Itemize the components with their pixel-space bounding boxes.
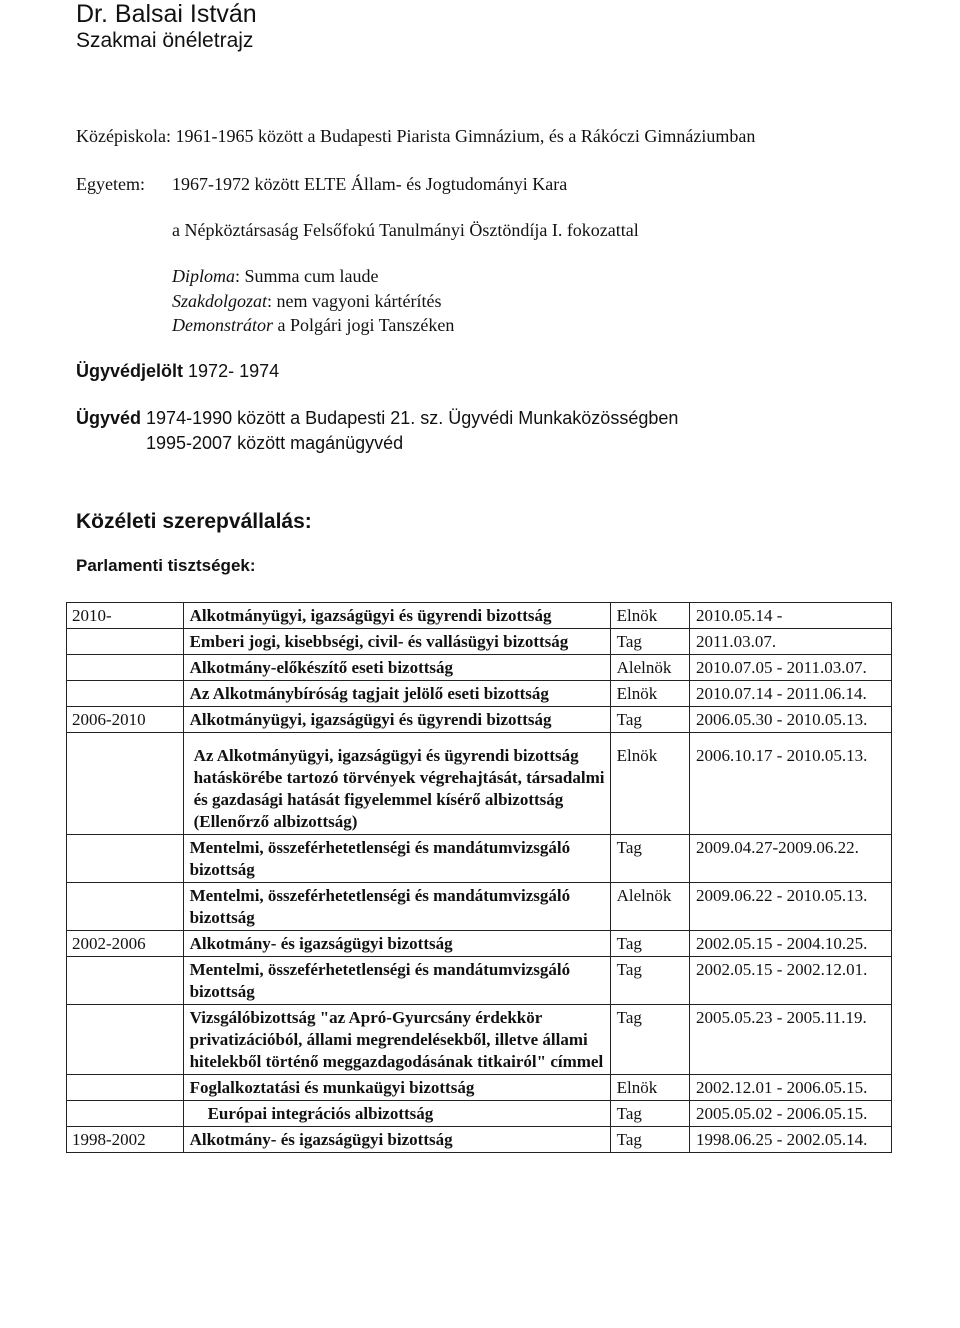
- date-cell: 2009.04.27-2009.06.22.: [690, 835, 892, 883]
- role-cell: Tag: [610, 1005, 689, 1075]
- date-cell: 2010.07.14 - 2011.06.14.: [690, 681, 892, 707]
- role-cell: Tag: [610, 835, 689, 883]
- positions-table: [66, 602, 892, 1153]
- period-cell: [67, 883, 184, 931]
- demonstrator-line: [172, 315, 454, 336]
- period-cell: [67, 957, 184, 1005]
- role-cell: Alelnök: [610, 883, 689, 931]
- committee-cell: Mentelmi, összeférhetetlenségi és mandátumvizsgáló bizottság: [183, 957, 610, 1005]
- period-cell: [67, 681, 184, 707]
- committee-cell: Vizsgálóbizottság "az Apró-Gyurcsány érdekkör privatizációból, állami megrendelésekből, illetve állami hitelekből történő meggazdagodásának titkairól" címmel: [183, 1005, 610, 1075]
- demonstrator-label: Demonstrátor: [172, 315, 274, 335]
- period-cell: [67, 835, 184, 883]
- lawyer-line: [76, 408, 678, 429]
- table-row: [67, 1101, 892, 1127]
- committee-cell: Emberi jogi, kisebbségi, civil- és vallásügyi bizottság: [183, 629, 610, 655]
- committee-cell: Mentelmi, összeférhetetlenségi és mandátumvizsgáló bizottság: [183, 835, 610, 883]
- private-lawyer-text: 1995-2007 között magánügyvéd: [146, 433, 404, 453]
- candidate-label: Ügyvédjelölt: [76, 361, 184, 381]
- period-cell: 2002-2006: [67, 931, 184, 957]
- table-row: [67, 835, 892, 883]
- committee-cell: Az Alkotmányügyi, igazságügyi és ügyrendi bizottság hatáskörébe tartozó törvények végrehajtását, társadalmi és gazdasági hatását figyelemmel kísérő albizottság (Ellenőrző albizottság): [183, 733, 610, 835]
- period-cell: 1998-2002: [67, 1127, 184, 1153]
- diploma-value: : Summa cum laude: [235, 266, 379, 286]
- parliament-subheading: Parlamenti tisztségek:: [76, 556, 256, 575]
- date-cell: 2002.05.15 - 2004.10.25.: [690, 931, 892, 957]
- committee-cell: Alkotmányügyi, igazságügyi és ügyrendi bizottság: [183, 707, 610, 733]
- committee-cell: Az Alkotmánybíróság tagjait jelölő eseti bizottság: [183, 681, 610, 707]
- period-cell: [67, 1075, 184, 1101]
- date-cell: 2005.05.23 - 2005.11.19.: [690, 1005, 892, 1075]
- date-cell: 2010.07.05 - 2011.03.07.: [690, 655, 892, 681]
- role-cell: Tag: [610, 1127, 689, 1153]
- diploma-line: [172, 266, 378, 287]
- role-cell: Tag: [610, 931, 689, 957]
- diploma-label: Diploma: [172, 266, 235, 286]
- candidate-line: [76, 361, 279, 382]
- role-cell: Tag: [610, 707, 689, 733]
- date-cell: 2005.05.02 - 2006.05.15.: [690, 1101, 892, 1127]
- date-cell: 2010.05.14 -: [690, 603, 892, 629]
- thesis-line: [172, 291, 441, 312]
- highschool-line: [76, 126, 755, 147]
- thesis-label: Szakdolgozat: [172, 291, 268, 311]
- date-cell: 1998.06.25 - 2002.05.14.: [690, 1127, 892, 1153]
- university-label: Egyetem:: [76, 174, 145, 194]
- period-cell: [67, 733, 184, 835]
- role-cell: Alelnök: [610, 655, 689, 681]
- role-cell: Tag: [610, 1101, 689, 1127]
- committee-cell: Alkotmány- és igazságügyi bizottság: [183, 931, 610, 957]
- table-row: [67, 883, 892, 931]
- committee-cell: Alkotmány-előkészítő eseti bizottság: [183, 655, 610, 681]
- table-row: [67, 931, 892, 957]
- role-cell: Elnök: [610, 733, 689, 835]
- committee-cell: Foglalkoztatási és munkaügyi bizottság: [183, 1075, 610, 1101]
- date-cell: 2006.05.30 - 2010.05.13.: [690, 707, 892, 733]
- period-cell: [67, 1005, 184, 1075]
- role-cell: Elnök: [610, 603, 689, 629]
- highschool-label: Középiskola:: [76, 126, 171, 146]
- lawyer-label: Ügyvéd: [76, 408, 142, 428]
- page-subtitle: Szakmai önéletrajz: [76, 29, 254, 52]
- period-cell: 2006-2010: [67, 707, 184, 733]
- table-row: [67, 629, 892, 655]
- table-row: [67, 1127, 892, 1153]
- committee-cell: Alkotmányügyi, igazságügyi és ügyrendi bizottság: [183, 603, 610, 629]
- page-title: Dr. Balsai István: [76, 0, 257, 28]
- university-text: 1967-1972 között ELTE Állam- és Jogtudományi Kara: [172, 174, 568, 194]
- table-row: [67, 603, 892, 629]
- date-cell: 2009.06.22 - 2010.05.13.: [690, 883, 892, 931]
- lawyer-text: 1974-1990 között a Budapesti 21. sz. Ügyvédi Munkaközösségben: [141, 408, 679, 428]
- table-row: [67, 733, 892, 835]
- thesis-value: : nem vagyoni kártérítés: [267, 291, 442, 311]
- role-cell: Tag: [610, 629, 689, 655]
- date-cell: 2006.10.17 - 2010.05.13.: [690, 733, 892, 835]
- period-cell: [67, 629, 184, 655]
- committee-cell: Európai integrációs albizottság: [183, 1101, 610, 1127]
- period-cell: [67, 1101, 184, 1127]
- table-row: [67, 681, 892, 707]
- table-row: [67, 1075, 892, 1101]
- period-cell: 2010-: [67, 603, 184, 629]
- date-cell: 2011.03.07.: [690, 629, 892, 655]
- scholarship-text: a Népköztársaság Felsőfokú Tanulmányi Ösztöndíja I. fokozattal: [172, 220, 639, 240]
- role-cell: Tag: [610, 957, 689, 1005]
- public-heading: Közéleti szerepvállalás:: [76, 510, 312, 533]
- table-row: [67, 1005, 892, 1075]
- committee-cell: Mentelmi, összeférhetetlenségi és mandátumvizsgáló bizottság: [183, 883, 610, 931]
- table-row: [67, 957, 892, 1005]
- date-cell: 2002.12.01 - 2006.05.15.: [690, 1075, 892, 1101]
- candidate-years: 1972- 1974: [183, 361, 280, 381]
- table-row: [67, 655, 892, 681]
- role-cell: Elnök: [610, 681, 689, 707]
- role-cell: Elnök: [610, 1075, 689, 1101]
- date-cell: 2002.05.15 - 2002.12.01.: [690, 957, 892, 1005]
- table-row: [67, 707, 892, 733]
- highschool-text: 1961-1965 között a Budapesti Piarista Gimnázium, és a Rákóczi Gimnáziumban: [175, 126, 756, 146]
- demonstrator-value: a Polgári jogi Tanszéken: [273, 315, 455, 335]
- committee-cell: Alkotmány- és igazságügyi bizottság: [183, 1127, 610, 1153]
- period-cell: [67, 655, 184, 681]
